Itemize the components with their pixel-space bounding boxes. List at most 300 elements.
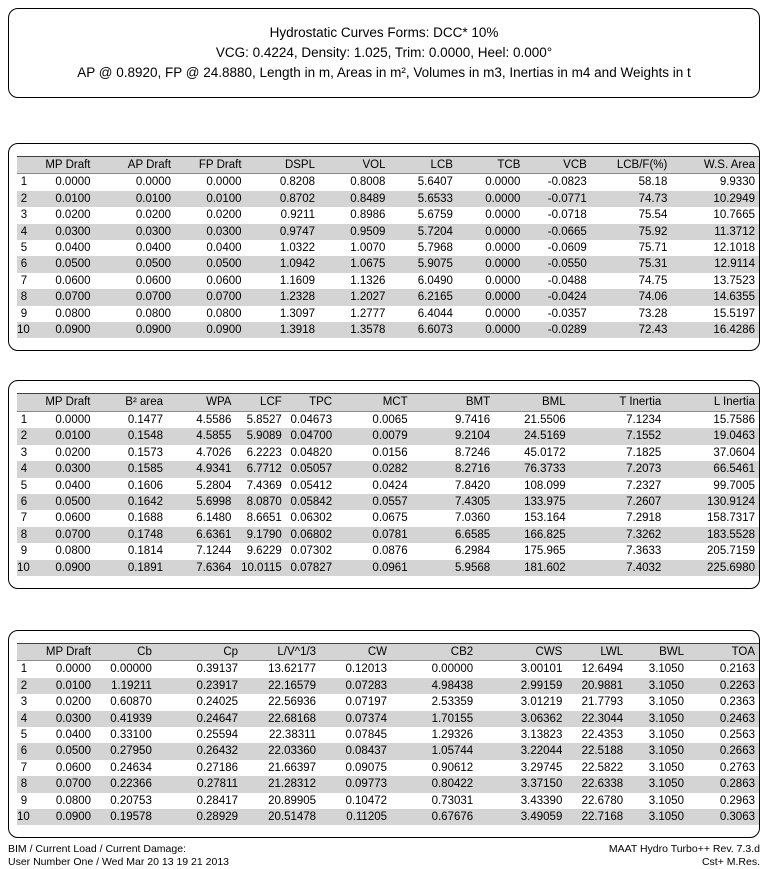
table-row <box>17 411 759 428</box>
table-cell: 0.2963 <box>719 794 755 807</box>
table-cell: 7.3633 <box>626 545 662 558</box>
footer-left-block <box>8 843 229 869</box>
table-cell: 0.0300 <box>55 463 91 476</box>
column-header: LCF <box>260 396 282 409</box>
row-number-header <box>17 394 31 411</box>
table-cell: 9.7416 <box>454 413 491 426</box>
table-cell: 1.0942 <box>279 258 315 271</box>
table-cell: 3.13823 <box>520 728 563 741</box>
table-cell: 0.0300 <box>55 712 92 725</box>
row-number: 8 <box>20 528 28 541</box>
table-cell: 0.0300 <box>206 225 242 238</box>
column-header: AP Draft <box>127 159 172 171</box>
table-cell: 158.7317 <box>707 512 755 525</box>
displacement-table-box <box>8 143 760 351</box>
table-cell: 0.1573 <box>127 446 163 459</box>
table-cell: 0.0500 <box>135 258 172 271</box>
table-row <box>17 678 759 694</box>
table-cell: 0.05057 <box>290 463 333 476</box>
table-cell: 7.2918 <box>626 512 662 525</box>
table-cell: 5.9089 <box>246 430 282 443</box>
table-cell: 7.8420 <box>454 479 491 492</box>
column-header: LCB/F(%) <box>616 159 668 171</box>
table-cell: 1.3918 <box>279 324 315 337</box>
table-cell: 5.6533 <box>417 192 453 205</box>
table-cell: 6.1480 <box>196 512 232 525</box>
table-row <box>17 510 759 526</box>
table-cell: 0.0600 <box>206 274 242 287</box>
table-cell: 0.04700 <box>290 430 333 443</box>
table-cell: 12.1018 <box>713 242 755 255</box>
table-cell: 3.43390 <box>520 794 563 807</box>
table-cell: 0.0700 <box>55 778 92 791</box>
table-cell: 0.09075 <box>345 761 388 774</box>
table-cell: 0.1814 <box>127 545 163 558</box>
table-cell: 130.9124 <box>707 495 755 508</box>
table-cell: 75.71 <box>638 242 668 255</box>
table-cell: 0.12013 <box>345 663 388 676</box>
table-cell: 15.5197 <box>713 307 755 320</box>
table-cell: 0.33100 <box>110 728 152 741</box>
waterplane-stability-table <box>17 393 759 575</box>
table-cell: 0.10472 <box>345 794 388 807</box>
table-cell: -0.0609 <box>547 242 587 255</box>
table-cell: -0.0488 <box>547 274 587 287</box>
table-cell: 0.8208 <box>279 176 315 189</box>
table-cell: 1.3578 <box>350 324 386 337</box>
row-number: 8 <box>20 778 28 791</box>
table-cell: 5.8527 <box>246 413 282 426</box>
table-cell: 10.7665 <box>713 209 755 222</box>
table-cell: 0.39137 <box>196 663 239 676</box>
table-cell: -0.0550 <box>547 258 587 271</box>
column-header: DSPL <box>284 159 315 171</box>
table-row <box>17 793 759 809</box>
table-cell: 37.0604 <box>713 446 755 459</box>
table-cell: 22.68168 <box>268 712 317 725</box>
column-header: MP Draft <box>45 396 91 409</box>
table-cell: 0.07302 <box>290 545 333 558</box>
table-cell: 0.0000 <box>485 242 521 255</box>
table-cell: 1.05744 <box>431 745 474 758</box>
column-header: MP Draft <box>45 159 91 171</box>
table-cell: 133.975 <box>524 495 566 508</box>
table-cell: 0.0900 <box>55 561 91 574</box>
table-cell: 0.0000 <box>485 291 521 304</box>
table-cell: 5.2804 <box>196 479 232 492</box>
table-cell: 3.01219 <box>520 696 563 709</box>
table-cell: 3.1050 <box>648 761 684 774</box>
column-header: L/V^1/3 <box>277 645 317 658</box>
table-cell: 3.06362 <box>520 712 563 725</box>
table-cell: 21.28312 <box>268 778 317 791</box>
row-number: 2 <box>20 430 28 443</box>
table-cell: 20.9881 <box>581 679 624 692</box>
table-cell: 0.0065 <box>372 413 408 426</box>
table-cell: 0.2563 <box>719 728 755 741</box>
table-cell: 1.0675 <box>350 258 386 271</box>
table-row <box>17 445 759 461</box>
table-row <box>17 306 759 322</box>
table-cell: 0.05842 <box>290 495 333 508</box>
row-number: 3 <box>20 209 28 222</box>
table-cell: 0.2763 <box>719 761 755 774</box>
table-cell: 10.0115 <box>241 561 282 574</box>
table-cell: 58.18 <box>638 176 668 189</box>
table-cell: 6.2984 <box>454 545 491 558</box>
table-cell: 0.0700 <box>55 291 91 304</box>
table-cell: 22.5822 <box>581 761 624 774</box>
table-cell: 6.2223 <box>246 446 282 459</box>
table-cell: 0.1688 <box>127 512 163 525</box>
table-cell: 4.5586 <box>196 413 232 426</box>
table-cell: 0.0000 <box>485 192 521 205</box>
table-cell: 1.70155 <box>431 712 474 725</box>
row-number-header <box>17 643 31 660</box>
row-number: 6 <box>20 258 28 271</box>
table-cell: 0.0000 <box>485 307 521 320</box>
table-cell: 22.38311 <box>268 728 317 741</box>
table-cell: 0.73031 <box>431 794 474 807</box>
table-header-row <box>17 157 759 174</box>
table-cell: 175.965 <box>524 545 566 558</box>
table-cell: 4.9341 <box>196 463 232 476</box>
table-cell: 0.80422 <box>431 778 474 791</box>
table-cell: 7.1244 <box>196 545 232 558</box>
table-cell: 0.90612 <box>431 761 474 774</box>
table-cell: 11.3712 <box>714 225 755 238</box>
table-cell: -0.0424 <box>547 291 587 304</box>
table-cell: 0.0200 <box>55 209 91 222</box>
table-cell: 166.825 <box>524 528 566 541</box>
table-cell: 0.23917 <box>196 679 239 692</box>
table-cell: 74.73 <box>638 192 668 205</box>
table-cell: 0.0800 <box>55 307 91 320</box>
table-cell: 12.6494 <box>581 663 624 676</box>
table-cell: 0.0000 <box>485 176 521 189</box>
column-header: Cp <box>223 645 239 658</box>
table-cell: 22.6338 <box>581 778 624 791</box>
table-cell: 0.0700 <box>135 291 172 304</box>
table-cell: 0.0100 <box>55 679 92 692</box>
table-cell: 0.24025 <box>196 696 239 709</box>
table-row <box>17 256 759 272</box>
row-number-header <box>17 157 31 174</box>
table-cell: 13.7523 <box>713 274 755 287</box>
table-cell: 0.0400 <box>135 242 172 255</box>
table-cell: 73.28 <box>638 307 668 320</box>
table-cell: 7.0360 <box>454 512 491 525</box>
table-cell: 0.28929 <box>196 811 239 823</box>
table-cell: 6.6073 <box>417 324 453 337</box>
table-cell: 0.09773 <box>345 778 388 791</box>
table-cell: 5.6759 <box>417 209 453 222</box>
table-cell: 0.0200 <box>55 446 91 459</box>
table-cell: 8.0870 <box>246 495 282 508</box>
table-row <box>17 661 759 678</box>
table-cell: 6.2165 <box>417 291 453 304</box>
table-cell: 0.41939 <box>110 712 152 725</box>
table-cell: 0.24647 <box>196 712 239 725</box>
table-cell: 7.1825 <box>626 446 662 459</box>
table-cell: 1.2777 <box>350 307 386 320</box>
table-cell: 0.2363 <box>719 696 755 709</box>
table-cell: 3.1050 <box>648 728 684 741</box>
table-row <box>17 527 759 543</box>
table-header-row <box>17 394 759 411</box>
table-cell: 153.164 <box>524 512 566 525</box>
table-row <box>17 711 759 727</box>
table-cell: 21.66397 <box>268 761 317 774</box>
table-cell: 5.6998 <box>196 495 232 508</box>
table-cell: 0.0100 <box>206 192 242 205</box>
table-cell: 2.99159 <box>520 679 563 692</box>
table-cell: 0.24634 <box>110 761 152 774</box>
table-cell: 3.29745 <box>520 761 563 774</box>
table-cell: 0.06302 <box>290 512 333 525</box>
table-cell: 1.2328 <box>279 291 315 304</box>
column-header: TOA <box>731 645 755 658</box>
table-cell: 74.75 <box>638 274 668 287</box>
table-cell: 0.20753 <box>110 794 152 807</box>
table-cell: 0.0500 <box>206 258 242 271</box>
table-cell: 0.67676 <box>431 811 474 823</box>
report-title: Hydrostatic Curves Forms: DCC* 10% <box>269 25 499 40</box>
table-cell: 0.2663 <box>719 745 755 758</box>
table-cell: 0.0000 <box>55 413 91 426</box>
table-cell: 9.2104 <box>454 430 491 443</box>
table-row <box>17 494 759 510</box>
table-cell: 6.0490 <box>417 274 453 287</box>
table-cell: 0.0000 <box>135 176 172 189</box>
table-cell: 4.98438 <box>431 679 474 692</box>
column-header: MCT <box>382 396 408 409</box>
column-header: MP Draft <box>45 645 92 658</box>
table-cell: 99.7005 <box>713 479 755 492</box>
table-cell: 7.3262 <box>626 528 662 541</box>
displacement-table <box>17 156 759 338</box>
table-cell: 0.0000 <box>55 176 91 189</box>
table-row <box>17 207 759 223</box>
table-cell: 22.4353 <box>581 728 624 741</box>
table-cell: 0.1477 <box>127 413 163 426</box>
table-cell: 0.0400 <box>55 479 91 492</box>
table-cell: 0.0600 <box>55 761 92 774</box>
row-number: 6 <box>20 495 28 508</box>
table-cell: 0.0000 <box>485 324 521 337</box>
table-cell: 0.11205 <box>346 811 388 823</box>
table-cell: 0.0900 <box>135 324 172 337</box>
table-cell: 5.7204 <box>417 225 453 238</box>
table-cell: 1.3097 <box>279 307 315 320</box>
table-cell: 0.1891 <box>127 561 163 574</box>
table-cell: 0.0900 <box>55 811 92 823</box>
column-header: LCB <box>430 159 453 171</box>
table-cell: 0.2263 <box>719 679 755 692</box>
table-cell: -0.0718 <box>547 209 587 222</box>
table-cell: 0.0400 <box>206 242 242 255</box>
table-cell: 0.1548 <box>127 430 163 443</box>
table-row <box>17 727 759 743</box>
table-cell: 0.26432 <box>196 745 239 758</box>
column-header: BMT <box>465 396 491 409</box>
table-cell: 1.29326 <box>431 728 474 741</box>
column-header: TCB <box>497 159 521 171</box>
table-cell: 0.3063 <box>719 811 755 823</box>
table-cell: 3.1050 <box>648 794 684 807</box>
table-cell: 0.0600 <box>55 512 91 525</box>
table-cell: 0.8702 <box>279 192 315 205</box>
row-number: 4 <box>20 225 28 238</box>
table-cell: 1.19211 <box>111 679 152 692</box>
table-cell: -0.0823 <box>547 176 587 189</box>
column-header: L Inertia <box>713 396 755 409</box>
table-cell: 6.4044 <box>417 307 453 320</box>
table-cell: 3.49059 <box>520 811 563 823</box>
table-cell: 9.1790 <box>246 528 282 541</box>
row-number: 10 <box>17 561 30 574</box>
table-row <box>17 322 759 338</box>
table-cell: 0.2863 <box>719 778 755 791</box>
table-cell: 0.0000 <box>485 209 521 222</box>
table-cell: 0.0156 <box>372 446 408 459</box>
table-row <box>17 240 759 256</box>
table-cell: 9.9330 <box>719 176 755 189</box>
table-cell: 0.07197 <box>345 696 388 709</box>
table-cell: 0.0900 <box>55 324 91 337</box>
table-cell: 3.1050 <box>648 712 684 725</box>
table-row <box>17 289 759 305</box>
table-cell: 1.0070 <box>350 242 386 255</box>
row-number: 10 <box>17 324 30 337</box>
column-header: CWS <box>535 645 563 658</box>
table-cell: 5.6407 <box>417 176 453 189</box>
table-cell: 0.0000 <box>485 225 521 238</box>
row-number: 5 <box>20 728 28 741</box>
column-header: W.S. Area <box>703 159 755 171</box>
table-cell: 0.0961 <box>372 561 408 574</box>
table-cell: 3.1050 <box>648 679 684 692</box>
table-cell: 0.07283 <box>345 679 388 692</box>
table-cell: 5.9568 <box>454 561 491 574</box>
table-row <box>17 809 759 825</box>
table-cell: 5.7968 <box>417 242 453 255</box>
table-cell: 0.04673 <box>290 413 333 426</box>
table-cell: 0.08437 <box>345 745 388 758</box>
table-cell: 21.7793 <box>581 696 624 709</box>
table-cell: 0.2463 <box>719 712 755 725</box>
table-cell: 7.2327 <box>626 479 662 492</box>
table-cell: 0.0800 <box>206 307 242 320</box>
table-cell: 0.0000 <box>485 258 521 271</box>
table-cell: -0.0665 <box>547 225 587 238</box>
table-cell: 9.6229 <box>246 545 282 558</box>
table-cell: 3.1050 <box>648 778 684 791</box>
table-row <box>17 174 759 191</box>
coefficients-table <box>17 643 759 825</box>
table-cell: 2.53359 <box>431 696 474 709</box>
report-conditions: VCG: 0.4224, Density: 1.025, Trim: 0.0000, Heel: 0.000° <box>215 45 553 60</box>
table-cell: 0.0500 <box>55 745 92 758</box>
table-cell: 7.4305 <box>454 495 491 508</box>
column-header: CB2 <box>450 645 474 658</box>
row-number: 1 <box>20 663 28 676</box>
table-cell: 3.1050 <box>648 663 684 676</box>
table-cell: 7.2607 <box>626 495 662 508</box>
table-cell: 10.2949 <box>713 192 755 205</box>
table-cell: 3.00101 <box>520 663 563 676</box>
table-cell: 7.4032 <box>626 561 662 574</box>
report-units-note: AP @ 0.8920, FP @ 24.8880, Length in m, Areas in m², Volumes in m3, Inertias in m4 and Weights in t <box>77 65 691 80</box>
table-row <box>17 543 759 559</box>
table-cell: 0.0800 <box>55 794 92 807</box>
table-cell: 6.6361 <box>196 528 232 541</box>
table-cell: 0.9509 <box>350 225 386 238</box>
table-cell: -0.0357 <box>547 307 587 320</box>
table-cell: 14.6355 <box>713 291 755 304</box>
coefficients-table-box <box>8 630 760 838</box>
table-row <box>17 694 759 710</box>
table-cell: 66.5461 <box>713 463 755 476</box>
column-header: BML <box>542 396 566 409</box>
table-cell: 0.2163 <box>719 663 755 676</box>
table-row <box>17 461 759 477</box>
table-cell: 0.0000 <box>206 176 242 189</box>
table-cell: 13.62177 <box>268 663 317 676</box>
table-cell: 7.2073 <box>626 463 662 476</box>
row-number: 4 <box>20 463 28 476</box>
footer-user-date-line: User Number One / Wed Mar 20 13 19 21 2013 <box>8 856 230 869</box>
table-cell: 0.8008 <box>350 176 386 189</box>
table-cell: 0.1748 <box>127 528 163 541</box>
table-cell: 0.0200 <box>135 209 172 222</box>
table-cell: 0.28417 <box>196 794 239 807</box>
table-cell: 75.54 <box>638 209 668 222</box>
row-number: 2 <box>20 679 28 692</box>
row-number: 10 <box>17 811 30 823</box>
table-cell: 3.37150 <box>520 778 563 791</box>
table-cell: 16.4286 <box>713 324 755 337</box>
table-cell: 0.1606 <box>127 479 163 492</box>
table-cell: -0.0289 <box>547 324 587 337</box>
column-header: VOL <box>362 159 386 171</box>
table-cell: 0.60870 <box>110 696 152 709</box>
table-cell: 7.4369 <box>246 479 282 492</box>
table-cell: 21.5506 <box>524 413 566 426</box>
table-cell: 0.00000 <box>431 663 474 676</box>
table-cell: 75.92 <box>638 225 668 238</box>
row-number: 7 <box>20 274 28 287</box>
table-cell: 0.06802 <box>290 528 333 541</box>
table-cell: 0.0600 <box>135 274 172 287</box>
table-cell: 72.43 <box>638 324 668 337</box>
table-cell: 205.7159 <box>707 545 755 558</box>
table-row <box>17 478 759 494</box>
table-cell: 7.1552 <box>626 430 662 443</box>
table-cell: 8.7246 <box>454 446 491 459</box>
table-cell: 0.0100 <box>55 430 91 443</box>
table-cell: 0.0424 <box>372 479 408 492</box>
table-row <box>17 760 759 776</box>
column-header: BWL <box>659 645 684 658</box>
table-cell: 183.5528 <box>707 528 755 541</box>
table-cell: 6.6585 <box>454 528 491 541</box>
table-cell: 0.07845 <box>345 728 388 741</box>
table-cell: 0.0700 <box>206 291 242 304</box>
table-cell: 1.1326 <box>350 274 386 287</box>
table-cell: 0.0100 <box>55 192 91 205</box>
table-cell: 0.0079 <box>372 430 408 443</box>
